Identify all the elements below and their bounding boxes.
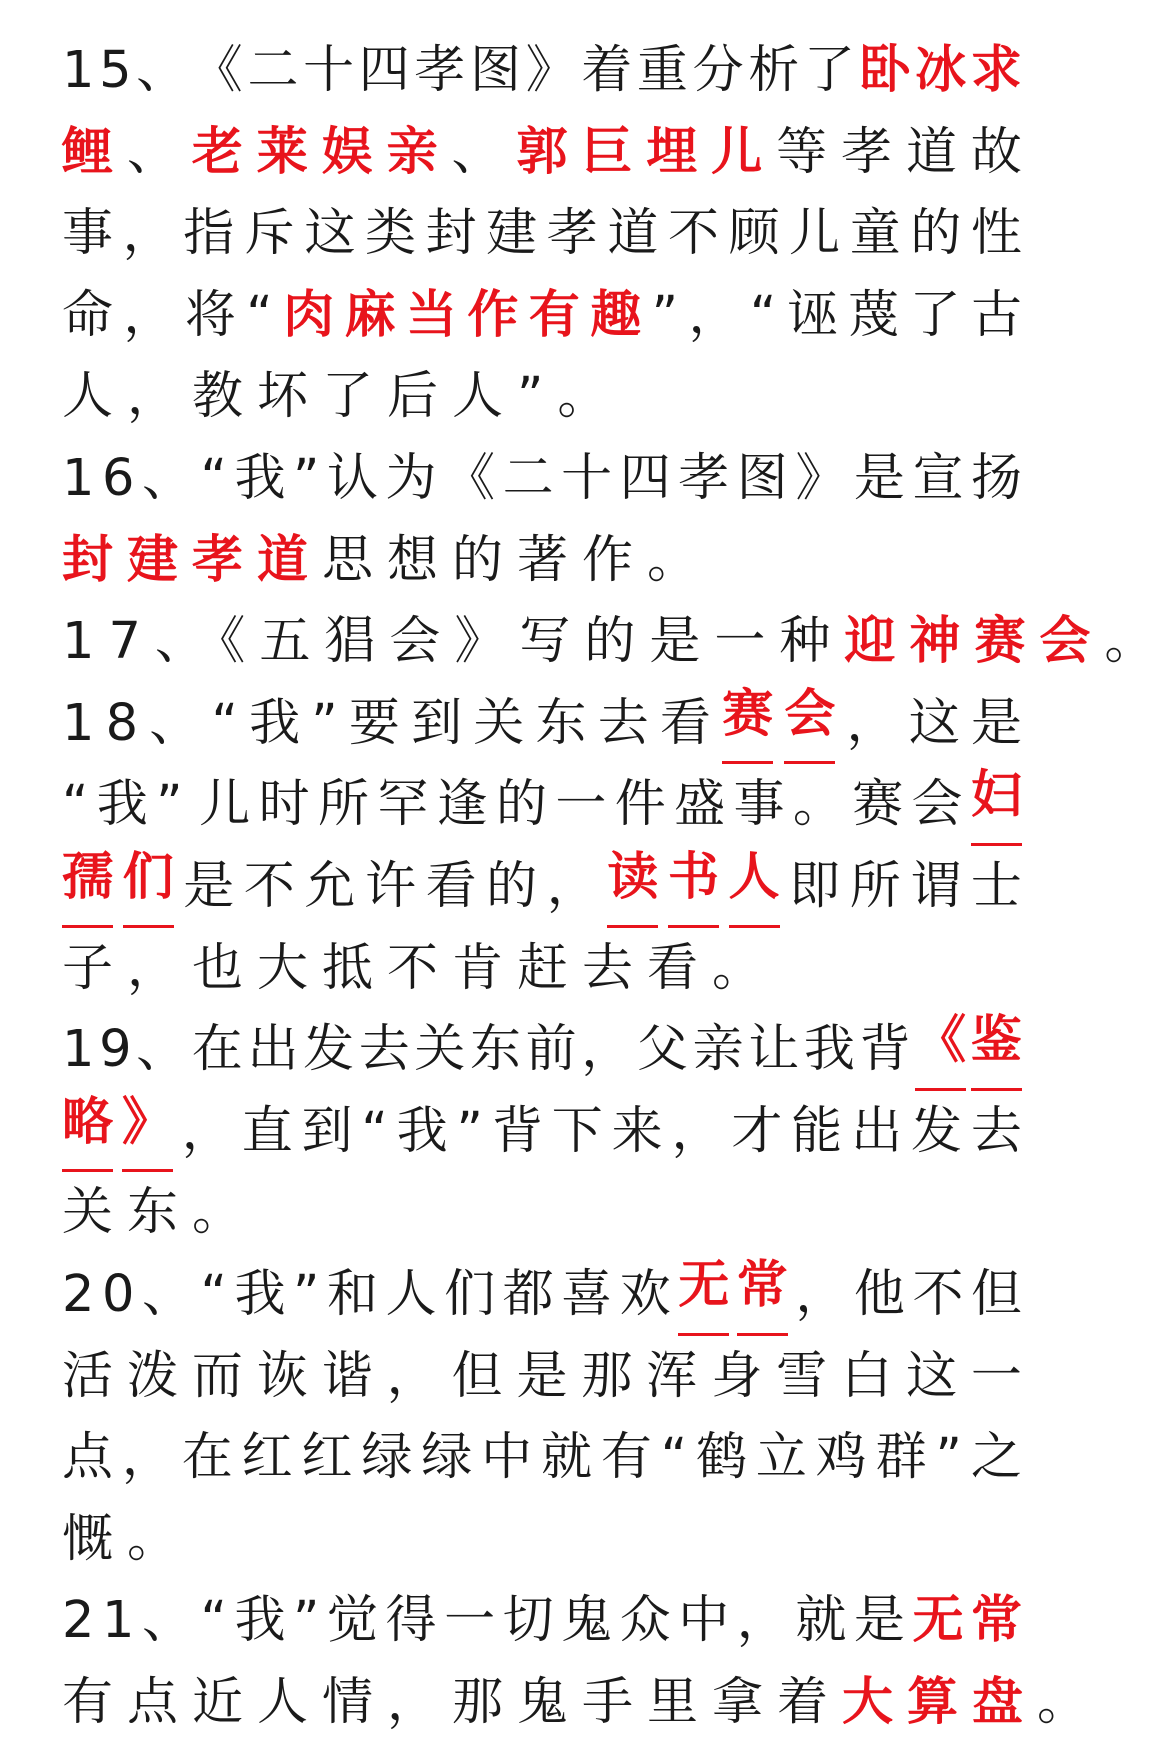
body-text-char: 是 [853, 1591, 905, 1651]
body-text-char: 我 [234, 1591, 286, 1651]
text-line-row [62, 275, 1022, 357]
body-text-char: ， [795, 1264, 847, 1324]
body-text-char: 道 [905, 122, 957, 182]
body-text-char: 我 [396, 1101, 448, 1161]
underlined-keyword-char: 读 [607, 846, 658, 928]
body-text-char: 他 [853, 1264, 905, 1324]
body-text-char: 东 [470, 1020, 522, 1080]
body-text-char: 故 [970, 122, 1022, 182]
body-text-char: ， [736, 1591, 788, 1651]
text-line [62, 1091, 1022, 1173]
body-text-char: 1 [62, 448, 95, 508]
body-text: 17、《五猖会》写的是一种 [62, 612, 845, 672]
underlined-keyword-char: 》 [122, 1091, 173, 1173]
body-text-char: 群 [875, 1428, 927, 1488]
body-text-char: 在 [181, 1428, 233, 1488]
body-text-char: 有 [600, 1428, 652, 1488]
highlighted-keyword-char: 求 [970, 41, 1022, 100]
text-line [62, 356, 1022, 438]
body-text-char: 雪 [776, 1346, 828, 1406]
body-text-char: 事 [733, 775, 785, 835]
text-line-row [62, 1172, 1022, 1254]
body-text-char: 谓 [910, 856, 962, 916]
body-text-char: 建 [486, 204, 538, 264]
text-line-row [62, 1662, 1103, 1744]
body-text-char: 四 [358, 41, 410, 100]
body-text-char: 觉 [326, 1591, 378, 1651]
highlighted-keyword-char: 有 [528, 285, 580, 345]
body-text-char: 孝 [841, 122, 893, 182]
body-text: 有点近人情，那鬼手里拿着 [62, 1672, 843, 1732]
body-text-char: 5 [99, 41, 132, 100]
body-text-char: 、 [141, 1264, 193, 1324]
highlighted-keyword-char: 当 [405, 285, 457, 345]
body-text-char: ” [456, 1101, 483, 1161]
body-text-char: 鹤 [696, 1428, 748, 1488]
body-text-char: 即 [789, 856, 841, 916]
body-text-char: 件 [614, 775, 666, 835]
highlighted-keyword: 封建孝道 [62, 530, 323, 590]
text-line [62, 928, 1022, 1010]
body-text-char: 背 [491, 1101, 543, 1161]
body-text-char: 得 [385, 1591, 437, 1651]
text-line [62, 193, 1022, 275]
body-text: 思想的著作。 [322, 530, 713, 590]
body-text-char: 这 [304, 204, 356, 264]
text-line [62, 1662, 1103, 1744]
body-text-char: 那 [581, 1346, 633, 1406]
body-text-char: 是 [853, 448, 905, 508]
body-text: 慨。 [62, 1509, 193, 1569]
body-text-char: 、 [136, 1020, 188, 1080]
body-text-char: 诬 [786, 285, 838, 345]
body-text-char: 一 [555, 775, 607, 835]
body-text-char: 父 [636, 1020, 688, 1080]
underlined-keyword-char: 鉴 [971, 1009, 1022, 1091]
body-text-char: 去 [970, 1101, 1022, 1161]
highlighted-keyword-char: 作 [467, 285, 519, 345]
text-line-row [62, 846, 1022, 928]
body-text-char: 就 [541, 1428, 593, 1488]
body-text-char: 顾 [728, 204, 780, 264]
body-text-char: 二 [247, 41, 299, 100]
highlighted-keyword-char: 麻 [344, 285, 396, 345]
body-text-char: 1 [62, 41, 95, 100]
highlighted-keyword-char: 莱 [256, 122, 308, 182]
body-text-char: 之 [970, 1428, 1022, 1488]
body-text-char: 都 [502, 1264, 554, 1324]
body-text-char: 、 [141, 1591, 193, 1651]
body-text-char: 红 [241, 1428, 293, 1488]
body-text-char: “ [62, 775, 89, 835]
body-text-char: 喜 [561, 1264, 613, 1324]
body-text-char: 一 [444, 1591, 496, 1651]
body-text-char: 命 [62, 285, 114, 345]
body-text-char: 欢 [619, 1264, 671, 1324]
body-text-char: 古 [970, 285, 1022, 345]
body-text-char: 这 [905, 1346, 957, 1406]
body-text-char: 切 [502, 1591, 554, 1651]
body-text-char: “ [200, 1591, 227, 1651]
text-line [62, 683, 1022, 765]
text-line-row [62, 1499, 1022, 1581]
body-text-char: 是 [183, 856, 235, 916]
text-line [62, 764, 1022, 846]
body-text-char: 出 [247, 1020, 299, 1080]
body-text-char: 点 [62, 1428, 114, 1488]
body-text-char: 、 [451, 122, 503, 182]
body-text-char: 、 [126, 122, 178, 182]
body-text-char: 前 [525, 1020, 577, 1080]
body-text-char: 》 [525, 41, 577, 100]
body-text-char: 宣 [912, 448, 964, 508]
body-text-char: 我 [234, 448, 286, 508]
body-text-char: 分 [692, 41, 744, 100]
body-text-char: “ [211, 693, 238, 753]
body-text-char: 是 [516, 1346, 568, 1406]
body-text-char: 和 [326, 1264, 378, 1324]
text-line [62, 1009, 1022, 1091]
body-text-char: 众 [619, 1591, 671, 1651]
body-text-char: 我 [249, 693, 301, 753]
body-text-char: 童 [849, 204, 901, 264]
body-text-char: 2 [62, 1264, 95, 1324]
body-text-char: ， [546, 856, 598, 916]
text-line-row [62, 1009, 1022, 1091]
text-line-row [62, 1417, 1022, 1499]
body-text-char: 才 [731, 1101, 783, 1161]
body-text-char: 士 [970, 856, 1022, 916]
highlighted-keyword-char: 冰 [915, 41, 967, 100]
body-text-char: 背 [859, 1020, 911, 1080]
text-line-row [62, 30, 1022, 112]
body-text-char: 四 [619, 448, 671, 508]
body-text-char: 了 [803, 41, 855, 100]
body-text-char: 重 [636, 41, 688, 100]
body-text-char: ” [935, 1428, 962, 1488]
body-text-char: 时 [258, 775, 310, 835]
text-line-row [62, 438, 1022, 520]
body-text-char: 诙 [256, 1346, 308, 1406]
text-line-row [62, 1091, 1022, 1173]
body-text-char: 亲 [692, 1020, 744, 1080]
text-line-row [62, 1336, 1022, 1418]
highlighted-keyword-char: 无 [912, 1591, 964, 1651]
text-line [62, 1254, 1022, 1336]
body-text-char: 赛 [852, 775, 904, 835]
body-text-char: 但 [451, 1346, 503, 1406]
body-text-char: 所 [317, 775, 369, 835]
highlighted-keyword: 大算盘 [842, 1672, 1038, 1732]
highlighted-keyword-char: 常 [970, 1591, 1022, 1651]
body-text-char: 我 [234, 1264, 286, 1324]
body-text-char: 在 [191, 1020, 243, 1080]
body-text-char: 关 [473, 693, 525, 753]
body-text-char: 中 [678, 1591, 730, 1651]
body-text-char: ” [293, 1264, 320, 1324]
body-text-char: 活 [62, 1346, 114, 1406]
highlighted-keyword-char: 肉 [283, 285, 335, 345]
body-text-char: ， [386, 1346, 438, 1406]
body-text-char: 会 [911, 775, 963, 835]
body-text-char: 儿 [199, 775, 251, 835]
highlighted-keyword-char: 埋 [646, 122, 698, 182]
body-text-char: 事 [62, 204, 114, 264]
body-text-char: 1 [101, 1591, 135, 1651]
body-text-char: 这 [908, 693, 960, 753]
body-text-char: 认 [326, 448, 378, 508]
body-text-char: 的 [486, 856, 538, 916]
body-text-char: “ [749, 285, 777, 345]
body-text-char: 、 [141, 448, 193, 508]
underlined-keyword-char: 会 [784, 683, 835, 765]
body-text-char: ” [156, 775, 183, 835]
body-text-char: 去 [597, 693, 649, 753]
body-text: 子，也大抵不肯赶去看。 [62, 938, 778, 998]
body-text-char: 发 [303, 1020, 355, 1080]
body-text-char: 《 [191, 41, 243, 100]
body-text-char: 看 [425, 856, 477, 916]
body-text-char: ” [293, 448, 320, 508]
body-text-char: 看 [659, 693, 711, 753]
underlined-keyword-char: 略 [62, 1091, 113, 1173]
body-text-char: ” [293, 1591, 320, 1651]
body-text-char: 所 [849, 856, 901, 916]
body-text-char: 鬼 [561, 1591, 613, 1651]
highlighted-keyword-char: 巨 [581, 122, 633, 182]
body-text-char: 1 [62, 1020, 95, 1080]
body-text: 。 [1104, 612, 1169, 672]
body-text-char: 等 [776, 122, 828, 182]
body-text-char: 、 [136, 41, 188, 100]
text-line [62, 438, 1022, 520]
body-text-char: ， [181, 1101, 233, 1161]
body-text-char: 的 [496, 775, 548, 835]
body-text-char: 封 [425, 204, 477, 264]
body-text-char: 1 [62, 693, 95, 753]
body-text-char: 但 [970, 1264, 1022, 1324]
highlighted-keyword-char: 鲤 [62, 122, 114, 182]
underlined-keyword-char: 常 [737, 1254, 788, 1336]
text-line [62, 1580, 1022, 1662]
body-text-char: 二 [502, 448, 554, 508]
text-line [62, 601, 1169, 683]
body-text-char: 的 [910, 204, 962, 264]
body-text-char: 许 [364, 856, 416, 916]
text-line [62, 30, 1022, 112]
text-line-row [62, 520, 1022, 602]
underlined-keyword-char: 书 [668, 846, 719, 928]
body-text-char: 中 [481, 1428, 533, 1488]
body-text-char: 为 [385, 448, 437, 508]
body-text-char: 我 [96, 775, 148, 835]
body-text-char: 将 [184, 285, 236, 345]
body-text-char: 十 [561, 448, 613, 508]
body-text-char: 盛 [674, 775, 726, 835]
text-line-row [62, 193, 1022, 275]
body-text-char: 。 [792, 775, 844, 835]
body-text-char: 指 [183, 204, 235, 264]
body-text-char: 去 [358, 1020, 410, 1080]
body-text-char: 9 [99, 1020, 132, 1080]
body-text-char: ， [123, 285, 175, 345]
body-text-char: 孝 [546, 204, 598, 264]
body-text-char: ， [846, 693, 898, 753]
body-text-char: 要 [348, 693, 400, 753]
highlighted-keyword-char: 老 [191, 122, 243, 182]
body-text-char: 谐 [321, 1346, 373, 1406]
body-text-char: 蔑 [848, 285, 900, 345]
body-text-char: ， [671, 1101, 723, 1161]
body-text-char: 不 [667, 204, 719, 264]
body-text-char: 扬 [970, 448, 1022, 508]
body-text-char: 让 [748, 1020, 800, 1080]
text-line [62, 275, 1022, 357]
body-text-char: 我 [803, 1020, 855, 1080]
body-text-char: 十 [303, 41, 355, 100]
body-text-char: 能 [791, 1101, 843, 1161]
body-text-char: 6 [101, 448, 135, 508]
underlined-keyword-char: 赛 [722, 683, 773, 765]
text-line [62, 846, 1022, 928]
body-text-char: 2 [62, 1591, 95, 1651]
body-text-char: 了 [909, 285, 961, 345]
body-text-char: 着 [581, 41, 633, 100]
body-text-char: 》 [795, 448, 847, 508]
body-text-char: 孝 [678, 448, 730, 508]
body-text-char: 0 [101, 1264, 135, 1324]
body-text-char: 泼 [126, 1346, 178, 1406]
body-text-char: 发 [910, 1101, 962, 1161]
body-text-char: 不 [243, 856, 295, 916]
highlighted-keyword-char: 卧 [859, 41, 911, 100]
body-text-char: 下 [551, 1101, 603, 1161]
body-text-char: 来 [611, 1101, 663, 1161]
underlined-keyword-char: 《 [915, 1009, 966, 1091]
body-text-char: 关 [414, 1020, 466, 1080]
text-line-row [62, 1254, 1022, 1336]
document-page [62, 30, 1169, 1743]
body-text-char: ” [311, 693, 338, 753]
body-text-char: “ [660, 1428, 688, 1488]
body-text-char: 而 [191, 1346, 243, 1406]
body-text-char: 绿 [421, 1428, 473, 1488]
underlined-keyword-char: 无 [678, 1254, 729, 1336]
underlined-keyword-char: 妇 [971, 764, 1022, 846]
text-line-row [62, 356, 1022, 438]
body-text-char: 性 [970, 204, 1022, 264]
text-line [62, 112, 1022, 194]
body-text-char: 罕 [377, 775, 429, 835]
text-line-row [62, 928, 1022, 1010]
body-text-char: 浑 [646, 1346, 698, 1406]
body-text: 人，教坏了后人”。 [62, 367, 623, 427]
text-line [62, 1336, 1022, 1418]
highlighted-keyword: 迎神赛会 [844, 612, 1105, 672]
body-text-char: 到 [411, 693, 463, 753]
body-text-char: ， [122, 204, 174, 264]
body-text-char: 红 [301, 1428, 353, 1488]
body-text-char: 出 [851, 1101, 903, 1161]
body-text-char: 直 [241, 1101, 293, 1161]
body-text-char: 儿 [789, 204, 841, 264]
body-text-char: 孝 [414, 41, 466, 100]
body-text-char: 道 [607, 204, 659, 264]
text-line-row [62, 112, 1022, 194]
body-text-char: 类 [364, 204, 416, 264]
body-text-char: 鸡 [815, 1428, 867, 1488]
text-line [62, 520, 1022, 602]
body-text-char: 是 [970, 693, 1022, 753]
text-line [62, 1417, 1022, 1499]
body-text-char: 们 [444, 1264, 496, 1324]
body-text-char: ， [581, 1020, 633, 1080]
body-text-char: “ [200, 1264, 227, 1324]
body-text: 关东。 [62, 1183, 258, 1243]
text-line-row [62, 601, 1169, 683]
body-text-char: 《 [444, 448, 496, 508]
body-text-char: ” [651, 285, 679, 345]
highlighted-keyword-char: 趣 [590, 285, 642, 345]
body-text-char: 、 [149, 693, 201, 753]
body-text-char: 允 [304, 856, 356, 916]
body-text-char: 人 [385, 1264, 437, 1324]
highlighted-keyword-char: 亲 [386, 122, 438, 182]
body-text-char: 不 [912, 1264, 964, 1324]
text-line-row [62, 764, 1022, 846]
body-text-char: 析 [748, 41, 800, 100]
text-line [62, 1499, 1022, 1581]
body-text-char: “ [246, 285, 273, 345]
body-text: 。 [1037, 1672, 1103, 1732]
highlighted-keyword-char: 娱 [321, 122, 373, 182]
body-text-char: 到 [301, 1101, 353, 1161]
body-text-char: ， [121, 1428, 173, 1488]
body-text-char: 立 [755, 1428, 807, 1488]
highlighted-keyword-char: 儿 [711, 122, 763, 182]
body-text-char: 身 [711, 1346, 763, 1406]
body-text-char: ， [688, 285, 740, 345]
body-text-char: “ [361, 1101, 388, 1161]
highlighted-keyword-char: 郭 [516, 122, 568, 182]
underlined-keyword-char: 们 [123, 846, 174, 928]
body-text-char: 绿 [361, 1428, 413, 1488]
body-text-char: 图 [736, 448, 788, 508]
body-text-char: 白 [841, 1346, 893, 1406]
text-line [62, 1172, 1022, 1254]
text-line-row [62, 683, 1022, 765]
body-text-char: 逢 [436, 775, 488, 835]
body-text-char: 图 [470, 41, 522, 100]
body-text-char: 8 [105, 693, 139, 753]
body-text-char: “ [200, 448, 227, 508]
body-text-char: 东 [535, 693, 587, 753]
underlined-keyword-char: 人 [729, 846, 780, 928]
body-text-char: 就 [795, 1591, 847, 1651]
body-text-char: 一 [970, 1346, 1022, 1406]
text-line-row [62, 1580, 1022, 1662]
body-text-char: 斥 [243, 204, 295, 264]
underlined-keyword-char: 孺 [62, 846, 113, 928]
